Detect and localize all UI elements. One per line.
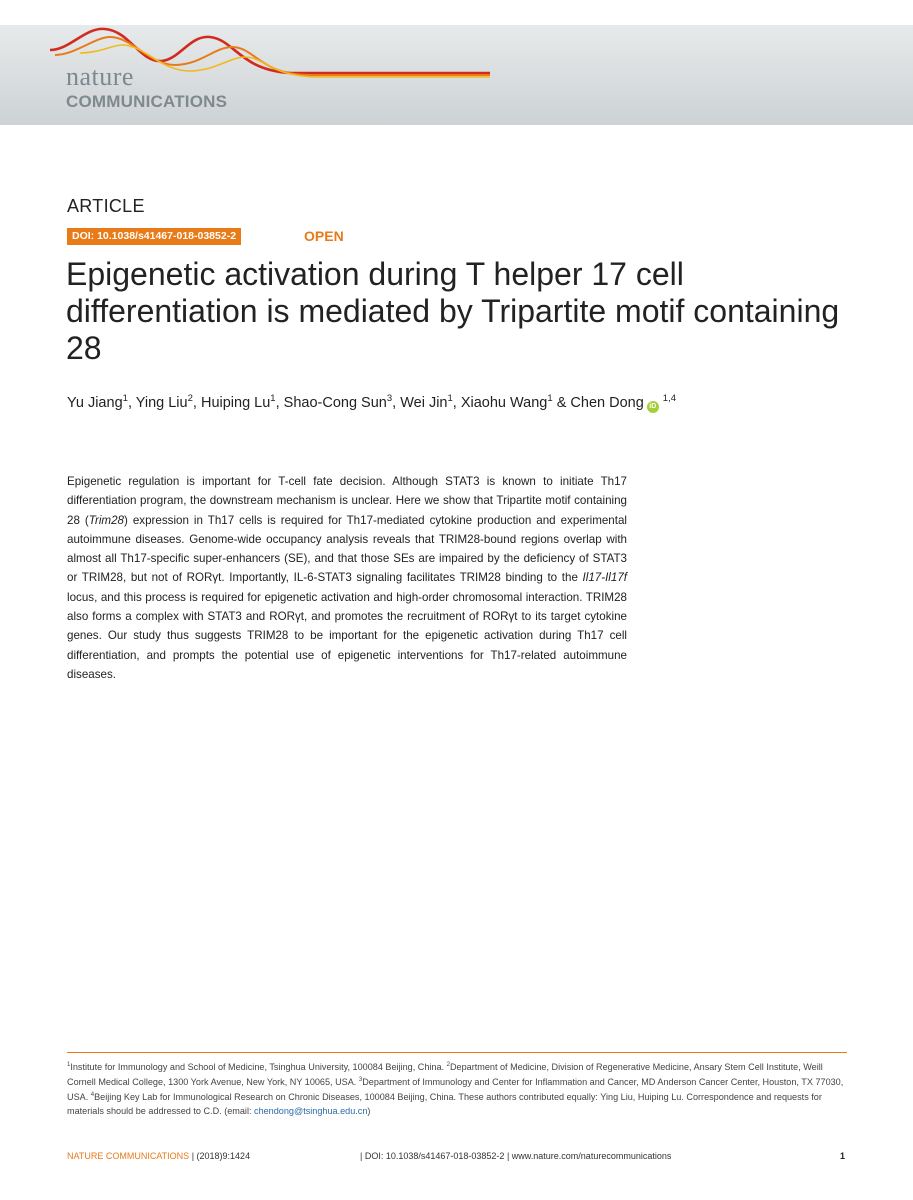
- abstract-text: ) expression in Th17 cells is required for Th17-mediated cytokine production and experimental autoimmune diseases. Genome-wide occupancy analysis reveals that TRIM28-bound regions overlap with almost all Th17-specific super-enhancers (SE), and that those SEs are impaired by the deficiency of STAT3 or TRIM28, but not of RORγt. Importantly, IL-6-STAT3 signaling facilitates TRIM28 binding to the: [67, 513, 627, 585]
- footer-citation: [67, 1151, 250, 1161]
- author-affiliation-mark: 2: [187, 393, 193, 404]
- page-number: 1: [839, 1151, 845, 1161]
- footnote-mark: 4: [90, 1092, 95, 1099]
- article-title: Epigenetic activation during T helper 17 cell differentiation is mediated by Tripartite motif containing 28: [66, 256, 840, 366]
- author-affiliation-mark: 1: [447, 393, 453, 404]
- abstract-locus-italic: Il17-Il17f: [582, 571, 627, 585]
- email-link[interactable]: chendong@tsinghua.edu.cn: [254, 1105, 368, 1116]
- author-affiliation-mark: 3: [386, 393, 393, 404]
- affiliation-text: Institute for Immunology and School of Medicine, Tsinghua University, 100084 Beijing, China.: [70, 1062, 445, 1073]
- author-list: Yu Jiang$^1$, Ying Liu$^2$, Huiping Lu$^1$, Shao-Cong Sun$^3$, Wei Jin$^1$, Xiaohu Wang$^1$ & Chen Dong iD $^{1,4}$: [67, 393, 677, 411]
- footer-citation-text: | (2018)9:1424: [191, 1151, 251, 1161]
- footnote-mark: 2: [446, 1062, 450, 1068]
- footnote-mark: 1: [67, 1062, 71, 1068]
- abstract-gene-italic: Trim28: [88, 513, 124, 527]
- logo-communications-text: COMMUNICATIONS: [66, 92, 228, 111]
- open-access-label: OPEN: [304, 228, 344, 244]
- footer-journal-name: NATURE COMMUNICATIONS: [67, 1151, 190, 1161]
- footnote-mark: 3: [358, 1077, 363, 1084]
- author-affiliation-mark: 1: [547, 393, 553, 404]
- footnote-divider: [67, 1052, 847, 1053]
- author-name[interactable]: Shao-Cong Sun: [283, 394, 387, 411]
- affiliation-text: Beijing Key Lab for Immunological Research on Chronic Diseases, 100084 Beijing, China. These authors contributed equally: Ying Liu, Huiping Lu. Correspondence and requests for materials should be addressed to C.D. (email:: [67, 1092, 822, 1116]
- abstract-paragraph: [67, 472, 627, 684]
- author-name[interactable]: Ying Liu: [135, 394, 188, 411]
- orcid-icon[interactable]: iD: [647, 401, 659, 413]
- doi-badge[interactable]: DOI: 10.1038/s41467-018-03852-2: [67, 228, 241, 245]
- affiliations-footnote: [67, 1059, 847, 1118]
- abstract-text: locus, and this process is required for epigenetic activation and high-order chromosomal interaction. TRIM28 also forms a complex with STAT3 and RORγt, and promotes the recruitment of RORγt to its target cytokine genes. Our study thus suggests TRIM28 to be important for the epigenetic activation during Th17 cell differentiation, and prompts the potential use of epigenetic interventions for Th17-related autoimmune diseases.: [67, 590, 627, 681]
- logo-nature-text: nature: [66, 62, 134, 91]
- footer-doi-url[interactable]: | DOI: 10.1038/s41467-018-03852-2 | www.nature.com/naturecommunications: [360, 1151, 672, 1161]
- author-conjunction: &: [556, 394, 567, 411]
- article-type-label: ARTICLE: [67, 196, 145, 216]
- affiliation-text: Department of Immunology and Center for Inflammation and Cancer, MD Anderson Cancer Center, Houston, TX 77030, USA.: [67, 1077, 844, 1103]
- affiliation-text: Department of Medicine, Division of Regenerative Medicine, Ansary Stem Cell Institute, Weill Cornell Medical College, 1300 York Avenue, New York, NY 10065, USA.: [67, 1062, 823, 1088]
- author-affiliation-mark: 1,4: [662, 393, 677, 404]
- author-name[interactable]: Chen Dong: [570, 394, 644, 411]
- author-affiliation-mark: 1: [270, 393, 276, 404]
- abstract-text: Epigenetic regulation is important for T-cell fate decision. Although STAT3 is known to initiate Th17 differentiation program, the downstream mechanism is unclear. Here we show that Tripartite motif containing 28 (: [67, 475, 627, 527]
- author-name[interactable]: Huiping Lu: [200, 394, 271, 411]
- author-name[interactable]: Xiaohu Wang: [460, 394, 548, 411]
- affiliation-text: ): [367, 1105, 371, 1116]
- author-affiliation-mark: 1: [122, 393, 128, 404]
- author-name[interactable]: Yu Jiang: [67, 394, 123, 411]
- author-name[interactable]: Wei Jin: [400, 394, 448, 411]
